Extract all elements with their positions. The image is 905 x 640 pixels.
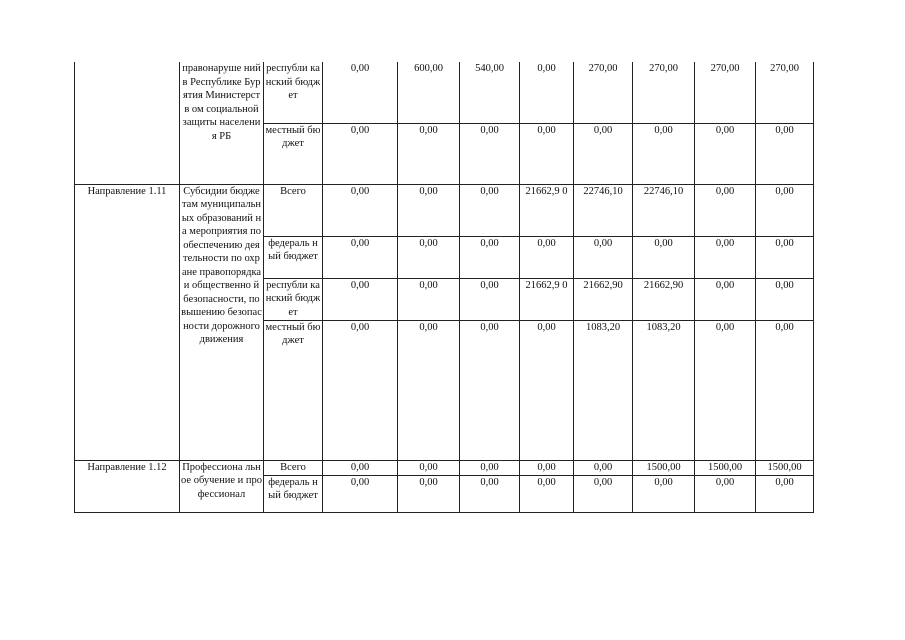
- value-cell: 1083,20: [574, 320, 633, 460]
- value-cell: 0,00: [574, 236, 633, 278]
- funding-source-cell: федераль ный бюджет: [264, 236, 323, 278]
- value-cell: 0,00: [460, 460, 520, 475]
- value-cell: 0,00: [520, 62, 574, 123]
- measure-cell: Профессиона льное обучение и профессионал: [180, 460, 264, 512]
- value-cell: 0,00: [695, 278, 756, 320]
- funding-source-cell: местный бюджет: [264, 123, 323, 184]
- funding-source-cell: Всего: [264, 184, 323, 236]
- value-cell: 0,00: [460, 278, 520, 320]
- value-cell: 0,00: [574, 475, 633, 512]
- value-cell: 0,00: [323, 278, 398, 320]
- value-cell: 0,00: [520, 123, 574, 184]
- funding-source-cell: республи канский бюджет: [264, 278, 323, 320]
- value-cell: 22746,10: [574, 184, 633, 236]
- value-cell: 0,00: [460, 475, 520, 512]
- value-cell: 0,00: [695, 320, 756, 460]
- value-cell: 0,00: [695, 236, 756, 278]
- value-cell: 0,00: [695, 475, 756, 512]
- value-cell: 0,00: [460, 184, 520, 236]
- value-cell: 0,00: [695, 123, 756, 184]
- value-cell: 0,00: [756, 320, 814, 460]
- value-cell: 0,00: [398, 236, 460, 278]
- value-cell: 0,00: [398, 460, 460, 475]
- value-cell: 0,00: [460, 236, 520, 278]
- value-cell: 0,00: [323, 320, 398, 460]
- value-cell: 1500,00: [756, 460, 814, 475]
- value-cell: 0,00: [574, 123, 633, 184]
- value-cell: 0,00: [323, 460, 398, 475]
- value-cell: 0,00: [520, 460, 574, 475]
- direction-cell: Направление 1.12: [75, 460, 180, 512]
- value-cell: 0,00: [633, 475, 695, 512]
- value-cell: 21662,9 0: [520, 184, 574, 236]
- table-row: [75, 460, 814, 475]
- value-cell: 0,00: [756, 278, 814, 320]
- value-cell: 270,00: [633, 62, 695, 123]
- value-cell: 0,00: [633, 123, 695, 184]
- measure-cell: правонаруше ний в Республике Бурятия Министерств ом социальной защиты населения РБ: [180, 62, 264, 184]
- value-cell: 0,00: [323, 475, 398, 512]
- value-cell: 1500,00: [695, 460, 756, 475]
- value-cell: 0,00: [756, 184, 814, 236]
- value-cell: 0,00: [574, 460, 633, 475]
- value-cell: 270,00: [574, 62, 633, 123]
- value-cell: 0,00: [633, 236, 695, 278]
- value-cell: 0,00: [398, 475, 460, 512]
- value-cell: 22746,10: [633, 184, 695, 236]
- value-cell: 0,00: [460, 320, 520, 460]
- value-cell: 600,00: [398, 62, 460, 123]
- direction-cell: [75, 62, 180, 184]
- value-cell: 0,00: [695, 184, 756, 236]
- funding-source-cell: федераль ный бюджет: [264, 475, 323, 512]
- budget-table: [74, 62, 814, 513]
- value-cell: 270,00: [695, 62, 756, 123]
- value-cell: 0,00: [323, 62, 398, 123]
- value-cell: 0,00: [460, 123, 520, 184]
- value-cell: 21662,9 0: [520, 278, 574, 320]
- funding-source-cell: республи канский бюджет: [264, 62, 323, 123]
- value-cell: 1500,00: [633, 460, 695, 475]
- value-cell: 0,00: [756, 236, 814, 278]
- value-cell: 0,00: [323, 184, 398, 236]
- value-cell: 0,00: [398, 123, 460, 184]
- value-cell: 0,00: [520, 236, 574, 278]
- value-cell: 0,00: [756, 123, 814, 184]
- value-cell: 0,00: [520, 475, 574, 512]
- value-cell: 0,00: [323, 236, 398, 278]
- funding-source-cell: Всего: [264, 460, 323, 475]
- value-cell: 0,00: [398, 278, 460, 320]
- value-cell: 21662,90: [633, 278, 695, 320]
- value-cell: 540,00: [460, 62, 520, 123]
- value-cell: 0,00: [398, 320, 460, 460]
- table-row: [75, 184, 814, 236]
- value-cell: 0,00: [398, 184, 460, 236]
- value-cell: 1083,20: [633, 320, 695, 460]
- value-cell: 0,00: [756, 475, 814, 512]
- value-cell: 21662,90: [574, 278, 633, 320]
- funding-source-cell: местный бюджет: [264, 320, 323, 460]
- value-cell: 0,00: [323, 123, 398, 184]
- value-cell: 0,00: [520, 320, 574, 460]
- value-cell: 270,00: [756, 62, 814, 123]
- measure-cell: Субсидии бюджетам муниципальн ых образований на мероприятия по обеспечению деятельности по охране правопорядка и общественно й безопасности, повышению безопасности дорожного движения: [180, 184, 264, 460]
- table-row: [75, 62, 814, 123]
- direction-cell: Направление 1.11: [75, 184, 180, 460]
